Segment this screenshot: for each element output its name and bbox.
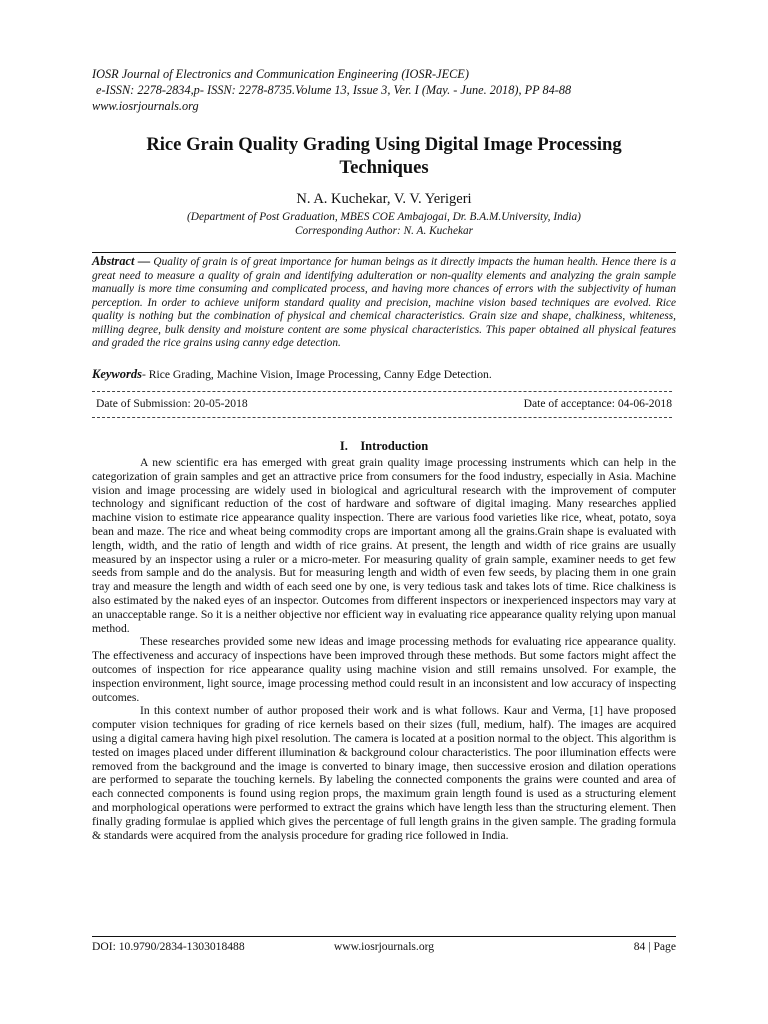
abstract-text: Quality of grain is of great importance for human beings as it directly impacts the human health. Hence there is a great need to measure a quality of grain and identifying adulteration or non-quality elements and analyzing the grain sample manually is more time consuming and complicated process, and having more chances of errors with the subjectivity of human perception. In order to achieve uniform standard quality and precision, machine vision based techniques are evolved. Rice quality is nothing but the combination of physical and chemical characteristics. Grain size and shape, chalkiness, whiteness, milling degree, bulk density and moisture content are some physical characteristics. This paper obtained all physical features and graded the rice grains using canny edge detection. xyxy=(92,256,677,349)
corresponding-author: Corresponding Author: N. A. Kuchekar xyxy=(294,225,474,237)
body-text xyxy=(92,456,676,842)
affiliation: (Department of Post Graduation, MBES COE Ambajogai, Dr. B.A.M.University, India) xyxy=(187,211,581,223)
affiliation-block xyxy=(92,210,676,238)
footer-doi: DOI: 10.9790/2834-1303018488 xyxy=(92,940,245,953)
keywords-label: Keywords xyxy=(92,367,142,381)
abstract xyxy=(92,252,676,351)
divider-top xyxy=(92,391,672,392)
footer-rule xyxy=(92,936,676,937)
date-acceptance: Date of acceptance: 04-06-2018 xyxy=(523,397,672,410)
paper-title xyxy=(92,133,676,179)
journal-header xyxy=(92,66,692,114)
journal-issn: e-ISSN: 2278-2834,p- ISSN: 2278-8735.Volume 13, Issue 3, Ver. I (May. - June. 2018), PP 84-88 xyxy=(96,83,572,97)
paragraph: In this context number of author proposed their work and is what follows. Kaur and Verma, [1] have proposed computer vision techniques for grading of rice kernels based on their sizes (full, medium, half). The images are acquired using a digital camera having high pixel resolution. The camera is located at a position normal to the object. This algorithm is tested on images placed under different illumination & background colour characteristics. The poor illumination effects were removed from the background and the image is converted to binary image, then successive erosion and dilation operations are performed to separate the touching kernels. By labeling the connected components the grains were counted and area of each connected components is found using region props, the maximum grain length found is used as a structuring element and morphological operations were performed to extract the grains which have length less than the structuring element. Then finally grading formulae is applied which gives the percentage of full length grains in the given sample. The grading formula & standards were acquired from the analysis procedure for grading rice followed in India. xyxy=(92,704,676,842)
authors: N. A. Kuchekar, V. V. Yerigeri xyxy=(296,191,472,207)
paragraph: These researches provided some new ideas and image processing methods for evaluating rice appearance quality. The effectiveness and accuracy of inspections have been improved through these methods. But some factors might affect the outcomes of inspection for rice appearance quality using machine vision and still remains unsolved. For example, the inspection environment, light source, image processing method could result in an inconsistent and low accuracy of inspecting outcomes. xyxy=(92,635,676,704)
date-submission: Date of Submission: 20-05-2018 xyxy=(96,397,248,410)
abstract-label: Abstract — xyxy=(92,254,151,268)
divider-bottom xyxy=(92,417,672,418)
title-line-2: Techniques xyxy=(339,157,429,178)
keywords xyxy=(92,367,676,382)
title-line-1: Rice Grain Quality Grading Using Digital Image Processing xyxy=(146,134,622,155)
page-number: 84 | Page xyxy=(633,940,676,953)
journal-website: www.iosrjournals.org xyxy=(92,99,199,113)
journal-name: IOSR Journal of Electronics and Communication Engineering (IOSR-JECE) xyxy=(92,67,469,81)
keywords-text: - Rice Grading, Machine Vision, Image Processing, Canny Edge Detection. xyxy=(142,368,492,381)
footer-website: www.iosrjournals.org xyxy=(333,940,435,953)
section-heading: I. Introduction xyxy=(339,439,429,453)
paragraph: A new scientific era has emerged with great grain quality image processing instruments which can help in the categorization of grain samples and get an attractive price from consumers for the food industry, especially in Asia. Machine vision and image processing are widely used in biological and agricultural research with the improvement of computer technology and significant reduction of the cost of hardware and software of digital imaging. Many researches applied machine vision to estimate rice appearance quality inspection. There are various food varieties like rice, wheat, potato, soya bean and maze. The rice and wheat being commodity crops are important among all the grains.Grain shape is evaluated with length, width, and the ratio of length and width of rice grains. At present, the length and width of rice grains are usually measured by an inspector using a ruler or a micro-meter. For measuring quality of grain sample, examiner needs to get few seeds from sample and do the analysis. But for measuring length and width of even few seeds, by placing them in one grain tray and measure the length and width of each seed one by one, is very tedious task and takes lots of time. Rice chalkiness is also estimated by the naked eyes of an inspector. Outcomes from different inspectors or inexperienced inspectors may vary at an unacceptable range. So it is a neither objective nor efficient way in evaluating rice appearance quality relying upon manual method. xyxy=(92,456,676,635)
